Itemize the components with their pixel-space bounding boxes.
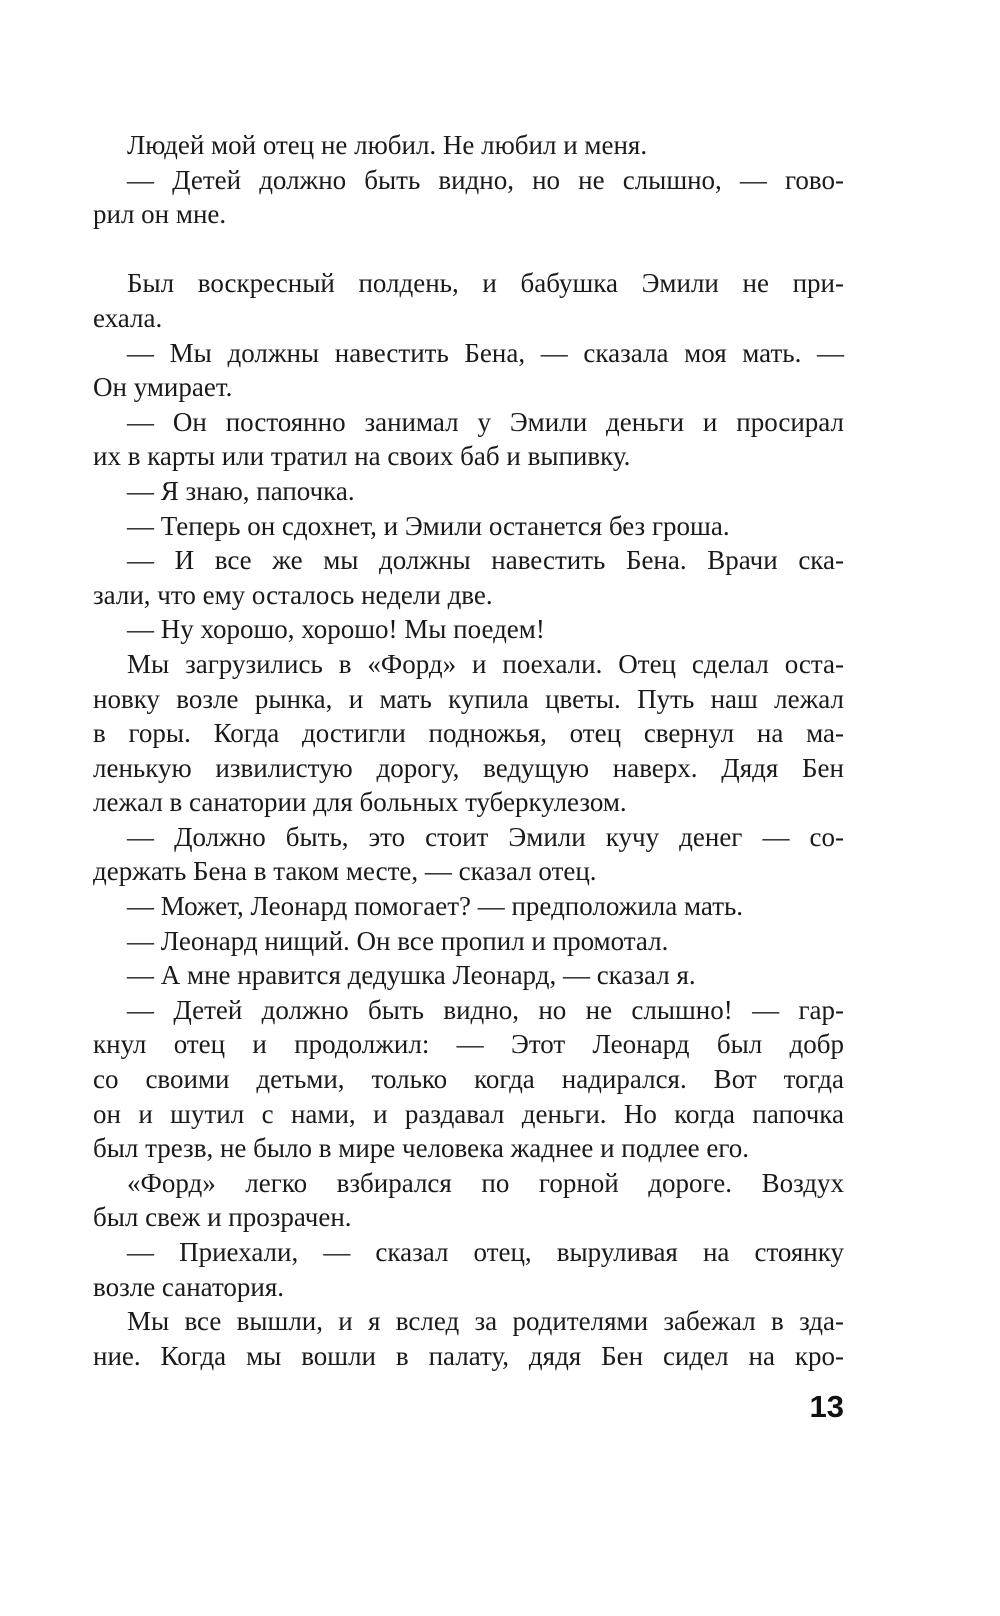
paragraph bbox=[93, 612, 844, 647]
text-line: ехала. bbox=[93, 302, 163, 333]
paragraph bbox=[93, 128, 844, 163]
paragraph bbox=[93, 163, 844, 232]
text-line: — Детей должно быть видно, но не слышно, — гово- bbox=[127, 164, 844, 195]
paragraph bbox=[93, 509, 844, 544]
text-line: ние. Когда мы вошли в палату, дядя Бен сидел на кро- bbox=[93, 1340, 844, 1371]
paragraph bbox=[93, 405, 844, 474]
text-line: Он умирает. bbox=[93, 372, 233, 403]
text-line: — Приехали, — сказал отец, выруливая на стоянку bbox=[127, 1237, 844, 1267]
text-line: был трезв, не было в мире человека жаднее и подлее его. bbox=[93, 1133, 750, 1164]
paragraph bbox=[93, 958, 844, 993]
text-line: — А мне нравится дедушка Леонард, — сказал я. bbox=[127, 960, 696, 991]
paragraph bbox=[93, 1235, 844, 1304]
text-line: рил он мне. bbox=[93, 199, 227, 230]
text-line: — Я знаю, папочка. bbox=[127, 475, 355, 506]
text-line: — Леонард нищий. Он все пропил и промотал. bbox=[127, 925, 669, 956]
text-line: держать Бена в таком месте, — сказал отец. bbox=[93, 856, 597, 887]
text-line: — Должно быть, это стоит Эмили кучу денег — со- bbox=[127, 821, 844, 852]
text-line: он и шутил с нами, и раздавал деньги. Но когда папочка bbox=[93, 1098, 844, 1129]
paragraph bbox=[93, 543, 844, 612]
text-line: — Может, Леонард помогает? — предположила мать. bbox=[127, 891, 744, 922]
paragraph bbox=[93, 1166, 844, 1235]
text-line: кнул отец и продолжил: — Этот Леонард был добр bbox=[93, 1029, 844, 1060]
paragraph bbox=[93, 1304, 844, 1373]
page-number: 13 bbox=[809, 1389, 844, 1424]
text-line: возле санатория. bbox=[93, 1271, 285, 1302]
text-block bbox=[93, 128, 844, 1373]
text-line: — И все же мы должны навестить Бена. Врачи ска- bbox=[127, 545, 844, 576]
text-line: их в карты или тратил на своих баб и выпивку. bbox=[93, 441, 631, 472]
text-line: — Ну хорошо, хорошо! Мы поедем! bbox=[127, 614, 545, 645]
paragraph bbox=[93, 474, 844, 509]
paragraph bbox=[93, 889, 844, 924]
text-line: новку возле рынка, и мать купила цветы. Путь наш лежал bbox=[93, 683, 844, 714]
text-line: ленькую извилистую дорогу, ведущую наверх. Дядя Бен bbox=[93, 752, 844, 783]
paragraph bbox=[93, 647, 844, 820]
text-line: со своими детьми, только когда надирался. Вот тогда bbox=[93, 1064, 844, 1095]
text-line: в горы. Когда достигли подножья, отец свернул на ма- bbox=[93, 718, 844, 749]
text-line: Людей мой отец не любил. Не любил и меня. bbox=[127, 130, 648, 160]
text-line: — Он постоянно занимал у Эмили деньги и просирал bbox=[127, 406, 844, 437]
text-line: зали, что ему осталось недели две. bbox=[93, 579, 493, 610]
text-line: — Детей должно быть видно, но не слышно! — гар- bbox=[127, 994, 844, 1025]
text-line: был свеж и прозрачен. bbox=[93, 1202, 352, 1233]
text-line: — Мы должны навестить Бена, — сказала моя мать. — bbox=[127, 337, 844, 368]
paragraph bbox=[93, 993, 844, 1166]
text-line: — Теперь он сдохнет, и Эмили останется без гроша. bbox=[127, 510, 730, 541]
paragraph bbox=[93, 336, 844, 405]
paragraph bbox=[93, 820, 844, 889]
text-line: «Форд» легко взбирался по горной дороге. Воздух bbox=[127, 1167, 844, 1198]
paragraph bbox=[93, 924, 844, 959]
text-line: лежал в санатории для больных туберкулезом. bbox=[93, 787, 627, 818]
text-line: Мы все вышли, и я вслед за родителями забежал в зда- bbox=[127, 1306, 844, 1337]
text-line: Был воскресный полдень, и бабушка Эмили не при- bbox=[127, 268, 844, 299]
text-line: Мы загрузились в «Форд» и поехали. Отец сделал оста- bbox=[127, 648, 844, 679]
paragraph bbox=[93, 266, 844, 335]
